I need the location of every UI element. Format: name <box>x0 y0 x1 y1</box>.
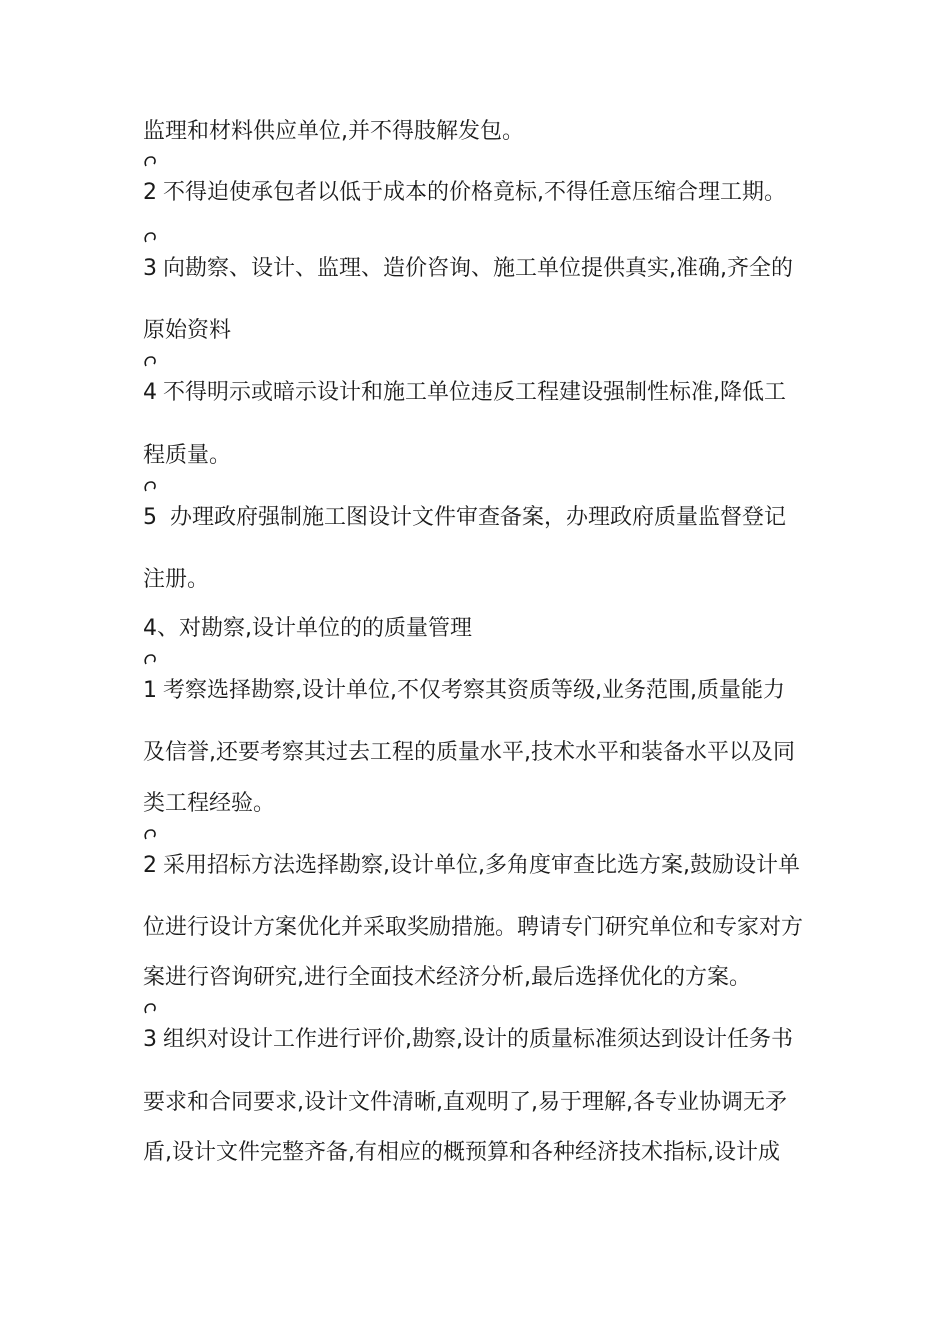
line-text: 不得明示或暗示设计和施工单位违反工程建设强制性标准,降低工 <box>163 380 786 405</box>
section-heading <box>143 614 823 644</box>
loop-icon <box>143 232 159 246</box>
line-text: 考察选择勘察,设计单位,不仅考察其资质等级,业务范围,质量能力 <box>163 678 785 703</box>
text-line <box>143 1088 823 1118</box>
line-text: 办理政府强制施工图设计文件审查备案，办理政府质量监督登记 <box>163 505 786 530</box>
line-text: 向勘察、设计、监理、造价咨询、施工单位提供真实,准确,齐全的 <box>163 256 793 281</box>
list-item <box>143 178 823 208</box>
line-text: 不得迫使承包者以低于成本的价格竟标,不得任意压缩合理工期。 <box>163 180 786 205</box>
line-text: 要求和合同要求,设计文件清晰,直观明了,易于理解,各专业协调无矛 <box>143 1090 787 1115</box>
line-text: 原始资料 <box>143 318 232 343</box>
list-item <box>143 378 823 408</box>
line-text: 组织对设计工作进行评价,勘察,设计的质量标准须达到设计任务书 <box>163 1027 793 1052</box>
text-line <box>143 441 823 471</box>
loop-icon <box>143 356 159 370</box>
text-line <box>143 565 823 595</box>
line-text: 4、对勘察,设计单位的的质量管理 <box>143 616 472 641</box>
line-text: 类工程经验。 <box>143 791 276 816</box>
list-item <box>143 503 823 533</box>
text-line <box>143 316 823 346</box>
line-text: 案进行咨询研究,进行全面技术经济分析,最后选择优化的方案。 <box>143 965 751 990</box>
list-marker: 2 <box>143 851 163 881</box>
loop-icon <box>143 1003 159 1017</box>
list-marker: 3 <box>143 1025 163 1055</box>
list-marker: 1 <box>143 676 163 706</box>
text-line <box>143 1138 823 1168</box>
loop-icon <box>143 654 159 668</box>
loop-icon <box>143 829 159 843</box>
text-line <box>143 738 823 768</box>
list-item <box>143 254 823 284</box>
line-text: 采用招标方法选择勘察,设计单位,多角度审查比选方案,鼓励设计单 <box>163 853 800 878</box>
loop-icon <box>143 156 159 170</box>
text-line <box>143 117 823 147</box>
text-line <box>143 913 823 943</box>
text-line <box>143 963 823 993</box>
list-marker: 3 <box>143 254 163 284</box>
list-item <box>143 851 823 881</box>
line-text: 盾,设计文件完整齐备,有相应的概预算和各种经济技术指标,设计成 <box>143 1140 780 1165</box>
line-text: 位进行设计方案优化并采取奖励措施。聘请专门研究单位和专家对方 <box>143 915 804 940</box>
text-line <box>143 789 823 819</box>
line-text: 注册。 <box>143 567 210 592</box>
line-text: 及信誉,还要考察其过去工程的质量水平,技术水平和装备水平以及同 <box>143 740 795 765</box>
list-marker: 4 <box>143 378 163 408</box>
list-item <box>143 676 823 706</box>
list-item <box>143 1025 823 1055</box>
loop-icon <box>143 481 159 495</box>
list-marker: 2 <box>143 178 163 208</box>
line-text: 程质量。 <box>143 443 232 468</box>
list-marker: 5 <box>143 503 163 533</box>
line-text: 监理和材料供应单位,并不得肢解发包。 <box>143 119 524 144</box>
